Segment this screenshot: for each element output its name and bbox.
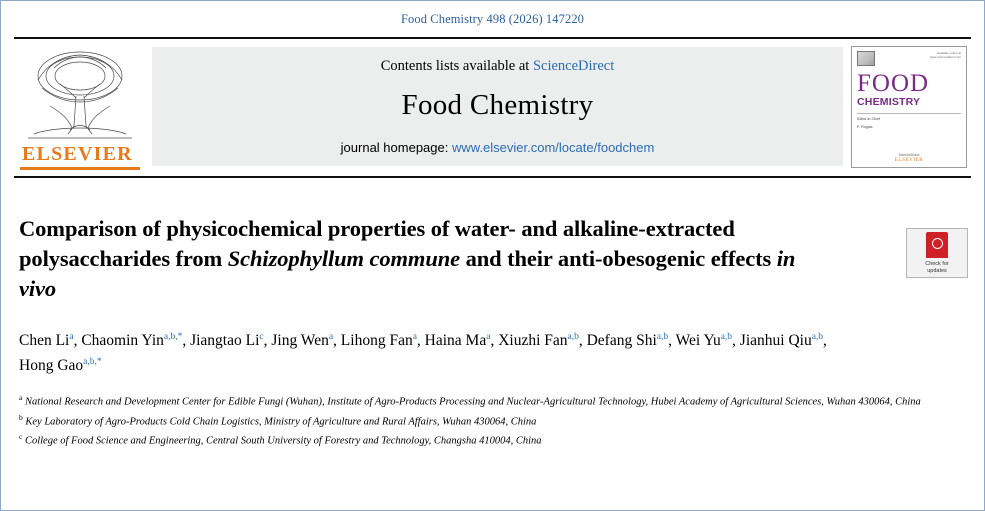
author-entry[interactable] xyxy=(740,332,823,349)
author-name: Lihong Fan xyxy=(340,332,413,350)
author-separator: , xyxy=(732,332,740,350)
author-entry[interactable] xyxy=(498,332,579,349)
author-entry[interactable] xyxy=(19,357,102,374)
crossmark-icon xyxy=(926,232,948,258)
author-affiliation-marker: a,b xyxy=(811,332,824,343)
journal-homepage-link[interactable]: www.elsevier.com/locate/foodchem xyxy=(452,140,655,155)
cover-editor-label: Editor-in-Chief xyxy=(857,117,880,121)
author-entry[interactable] xyxy=(81,332,182,349)
author-separator: , xyxy=(333,332,341,350)
author-name: Chaomin Yin xyxy=(81,332,164,350)
affiliation-item xyxy=(19,413,966,430)
author-name: Chen Li xyxy=(19,332,70,350)
title-in-vivo: in vivo xyxy=(19,246,796,302)
cover-editor-name: P. Finglas xyxy=(857,125,873,130)
author-entry[interactable] xyxy=(425,332,491,349)
author-entry[interactable] xyxy=(271,332,333,349)
cover-topbar xyxy=(857,51,961,66)
cover-footer-text: ScienceDirect xyxy=(898,153,920,157)
crossmark-badge[interactable] xyxy=(906,228,968,278)
author-affiliation-marker: a xyxy=(486,332,491,343)
author-affiliation-marker: a xyxy=(328,332,334,343)
journal-masthead xyxy=(14,37,971,178)
elsevier-rule xyxy=(20,167,140,170)
contents-line xyxy=(381,58,615,75)
author-name: Xiuzhi Fan xyxy=(498,332,568,350)
title-species-name: Schizophyllum commune xyxy=(227,246,461,272)
author-affiliation-marker: a xyxy=(412,332,417,343)
author-name: Jing Wen xyxy=(271,332,329,350)
author-separator: , xyxy=(182,332,191,350)
affiliation-list xyxy=(19,393,966,449)
cover-availability-text: Available online at www.sciencedirect.com xyxy=(929,51,961,60)
author-name: Defang Shi xyxy=(586,332,657,350)
affiliation-item xyxy=(19,393,966,410)
author-affiliation-marker: a,b xyxy=(720,332,733,343)
author-separator: , xyxy=(263,332,272,350)
elsevier-tree-icon xyxy=(20,44,140,144)
contents-prefix: Contents lists available at xyxy=(380,58,530,74)
cover-title-food: FOOD xyxy=(857,70,930,97)
affiliation-text: College of Food Science and Engineering, Central South University of Forestry and Technology, Changsha 410004, China xyxy=(24,435,542,447)
author-entry[interactable] xyxy=(19,332,74,349)
affiliation-text: Key Laboratory of Agro-Products Cold Chain Logistics, Ministry of Agriculture and Rural Affairs, Wuhan 430064, China xyxy=(25,416,537,428)
author-affiliation-marker: a xyxy=(69,332,74,343)
author-list xyxy=(19,329,846,379)
crossmark-line2: updates xyxy=(927,267,947,274)
author-separator: , xyxy=(490,332,499,350)
journal-title: Food Chemistry xyxy=(401,89,594,121)
cover-spacer xyxy=(857,130,961,153)
affiliation-marker: c xyxy=(19,432,23,442)
cover-publisher: ELSEVIER xyxy=(894,158,924,163)
page-title xyxy=(19,214,816,304)
author-affiliation-marker: a,b xyxy=(567,332,579,343)
author-affiliation-marker: a,b xyxy=(656,332,669,343)
cover-image-placeholder xyxy=(857,51,875,66)
author-separator: , xyxy=(416,332,425,350)
article-first-page xyxy=(1,1,984,510)
article-header xyxy=(1,214,984,449)
author-name: Jianhui Qiu xyxy=(739,332,812,350)
journal-cover-thumbnail xyxy=(851,46,967,168)
author-separator: , xyxy=(823,332,827,350)
author-name: Jiangtao Li xyxy=(190,332,260,350)
author-entry[interactable] xyxy=(587,332,669,349)
title-part-2: and their anti-obesogenic effects xyxy=(460,246,777,272)
elsevier-logo xyxy=(14,39,144,176)
sciencedirect-link[interactable]: ScienceDirect xyxy=(532,58,615,74)
journal-banner xyxy=(152,47,843,166)
running-head: Food Chemistry 498 (2026) 147220 xyxy=(400,12,585,26)
affiliation-marker: b xyxy=(19,412,23,422)
crossmark-line1: Check for xyxy=(925,260,949,267)
author-name: Haina Ma xyxy=(424,332,487,350)
homepage-prefix: journal homepage: xyxy=(340,140,449,155)
author-affiliation-marker: c xyxy=(259,332,264,343)
cover-divider xyxy=(857,113,961,114)
author-affiliation-marker: a,b,* xyxy=(163,332,183,343)
author-affiliation-marker: a,b,* xyxy=(83,357,102,368)
author-entry[interactable] xyxy=(341,332,417,349)
author-separator: , xyxy=(578,332,587,350)
affiliation-text: National Research and Development Center for Edible Fungi (Wuhan), Institute of Agro-Products Processing and Nuclear-Agricultural Technology, Hubei Academy of Agricultural Sciences, Wuhan 430064, China xyxy=(24,396,921,408)
author-separator: , xyxy=(668,332,676,350)
affiliation-item xyxy=(19,432,966,449)
cover-title-chemistry: CHEMISTRY xyxy=(857,96,921,108)
author-separator: , xyxy=(73,332,82,350)
affiliation-marker: a xyxy=(19,393,23,403)
author-entry[interactable] xyxy=(190,332,264,349)
title-part-1: Comparison of physicochemical properties of water- and alkaline-extracted polysaccharides from xyxy=(19,216,735,272)
elsevier-wordmark: ELSEVIER xyxy=(22,143,133,165)
crossmark-label xyxy=(925,261,949,275)
author-entry[interactable] xyxy=(676,332,732,349)
homepage-line xyxy=(341,140,655,155)
author-name: Hong Gao xyxy=(19,357,84,375)
author-name: Wei Yu xyxy=(675,332,721,350)
